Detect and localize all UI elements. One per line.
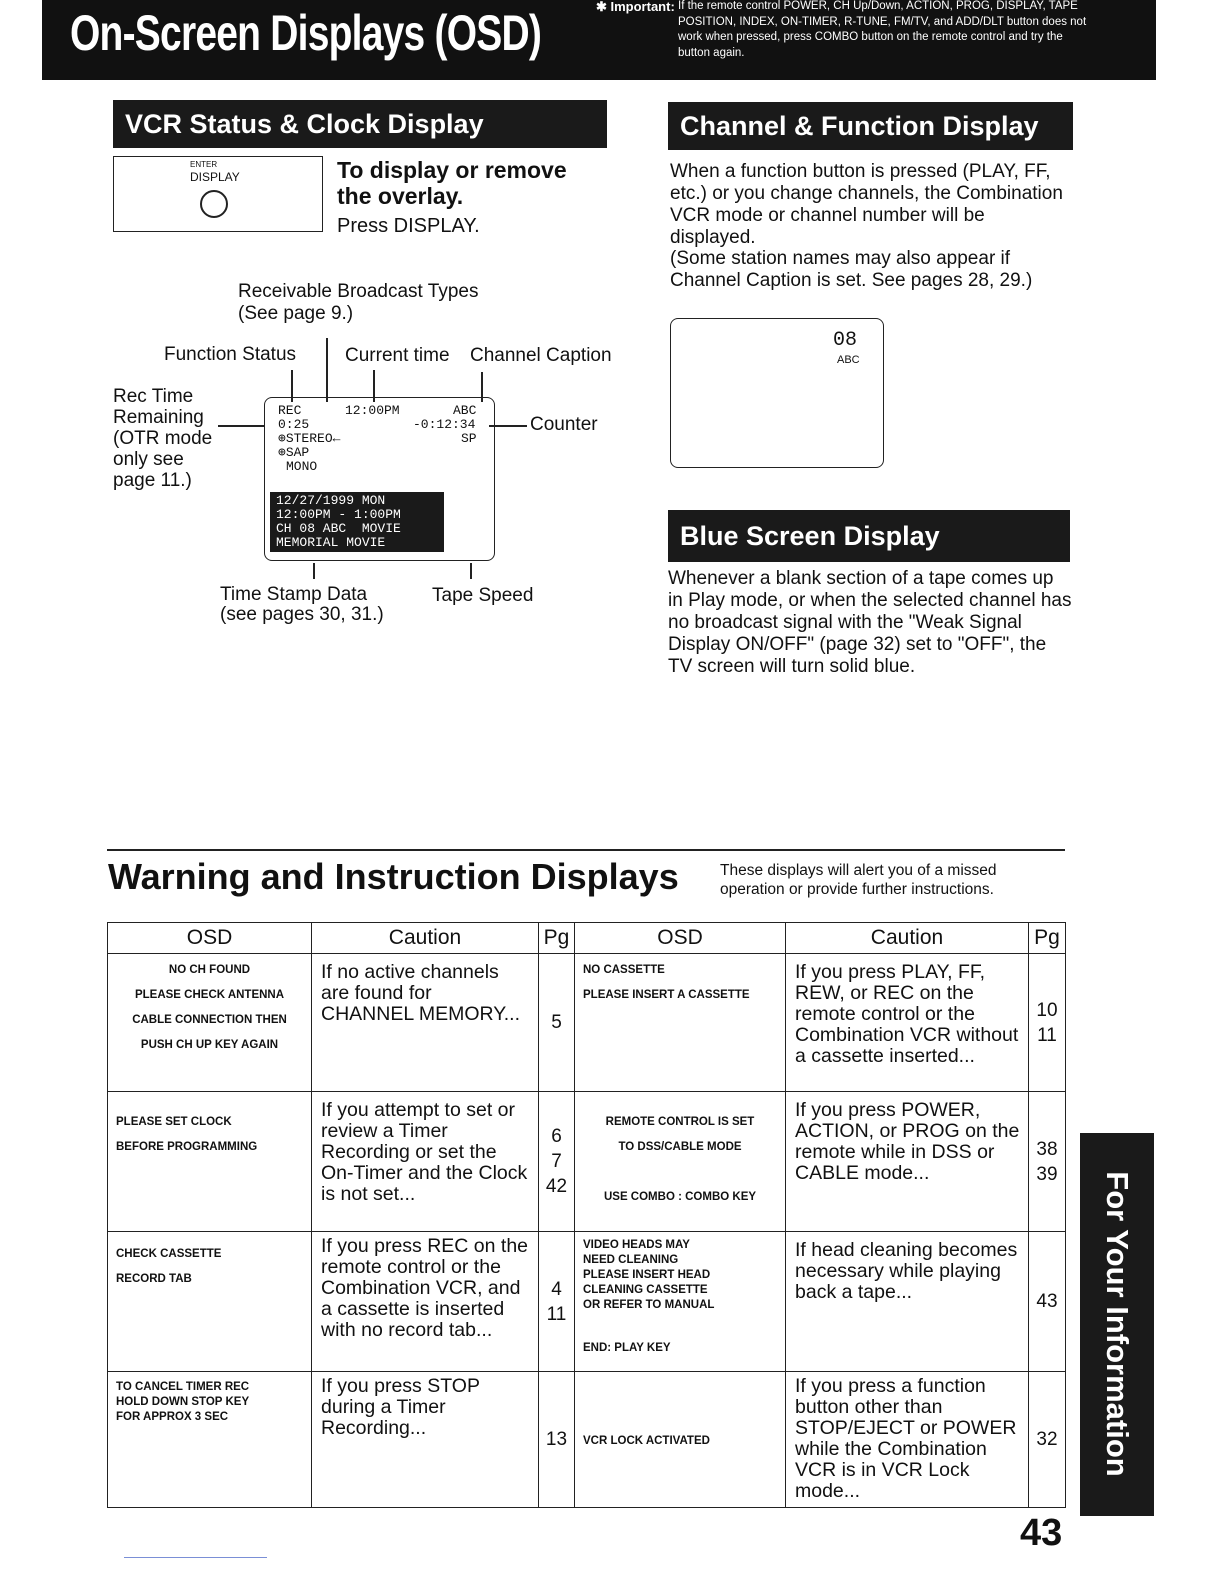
table-row [108,1232,1066,1372]
page-ref: 4 11 [539,1232,575,1372]
screen-sap: ⊕SAP [278,445,310,460]
overlay-instruction-title: To display or remove the overlay. [337,157,567,209]
channel-screen [670,318,884,468]
display-label: DISPLAY [190,170,240,184]
osd-line: REMOTE CONTROL IS SET [605,1116,755,1128]
column-header-caution: Caution [786,923,1029,954]
screen-mono: MONO [286,459,318,474]
osd-line: USE COMBO : COMBO KEY [603,1191,757,1203]
osd-line: NO CH FOUND [168,964,251,976]
side-tab-label: For Your Information [1100,1171,1135,1477]
osd-line: CLEANING CASSETTE [583,1284,708,1296]
osd-line: PUSH CH UP KEY AGAIN [140,1039,279,1051]
column-header-pg: Pg [1029,923,1066,954]
page-ref: 32 [1029,1372,1066,1508]
overlay-instruction-text: Press DISPLAY. [337,215,480,237]
screen-speed: SP [461,431,477,446]
osd-line: CHECK CASSETTE [116,1248,222,1260]
osd-line: PLEASE SET CLOCK [116,1116,232,1128]
blue-screen-heading: Blue Screen Display [668,510,1070,562]
caution-text: If you press REC on the remote control or the Combination VCR, and a cassette is inserted with no record tab... [312,1232,539,1372]
tape-speed-label: Tape Speed [432,585,534,606]
screen-stereo: ⊕STEREO← [278,431,341,446]
caution-text: If no active channels are found for CHANNEL MEMORY... [312,954,539,1092]
screen-rec: REC [278,403,302,418]
current-time-label: Current time [345,345,450,366]
display-button-icon [200,190,228,218]
osd-line: OR REFER TO MANUAL [583,1299,715,1311]
osd-message [575,1232,786,1372]
screen-channel-caption: ABC [837,354,860,366]
warnings-subtitle: These displays will alert you of a missed operation or provide further instructions. [720,862,997,898]
page-number: 43 [1020,1512,1063,1554]
osd-line: RECORD TAB [116,1273,192,1285]
blue-screen-text: Whenever a blank section of a tape comes up in Play mode, or when the selected channel has no broadcast signal with the "Weak Signal Display ON/OFF" (page 32) set to "OFF", the TV screen will turn solid blue. [668,568,1072,677]
screen-time: 12:00PM [345,403,400,418]
osd-line: VIDEO HEADS MAY [583,1239,690,1251]
caution-text: If you press a function button other than STOP/EJECT or POWER while the Combination VCR is in VCR Lock mode... [786,1372,1029,1508]
osd-line: PLEASE INSERT A CASSETTE [583,989,750,1001]
leader-line [313,563,315,579]
screen-counter: -0:12:34 [413,417,476,432]
page-ref: 10 11 [1029,954,1066,1092]
enter-label: ENTER [190,160,218,169]
channel-function-note: (Some station names may also appear if Channel Caption is set. See pages 28, 29.) [670,248,1033,291]
osd-line: HOLD DOWN STOP KEY [116,1396,250,1408]
leader-line [326,338,328,402]
osd-line [583,1160,777,1185]
leader-line [218,425,264,427]
osd-message [575,954,786,1092]
page-ref: 6 7 42 [539,1092,575,1232]
screen-channel-number: 08 [833,329,858,352]
vcr-status-screen [264,397,495,561]
table-row [108,1372,1066,1508]
page-ref: 13 [539,1372,575,1508]
stamp-line: 12:00PM - 1:00PM [276,507,401,522]
osd-line: CABLE CONNECTION THEN [132,1014,287,1026]
broadcast-types-label: Receivable Broadcast Types [238,281,479,302]
vcr-status-heading: VCR Status & Clock Display [113,100,607,148]
section-divider [107,849,1065,851]
leader-line [470,563,472,579]
stamp-line: MEMORIAL MOVIE [276,535,386,550]
screen-caption: ABC [453,403,477,418]
table-header-row [108,923,1066,954]
caution-text: If you attempt to set or review a Timer Recording or set the On-Timer and the Clock is not set... [312,1092,539,1232]
osd-line [583,1313,777,1341]
time-stamp-label: Time Stamp Data [220,584,368,605]
osd-message [575,1092,786,1232]
time-stamp-box [270,492,444,552]
column-header-caution: Caution [312,923,539,954]
broadcast-types-ref: (See page 9.) [238,303,354,324]
osd-message [108,1232,312,1372]
page-title: On-Screen Displays (OSD) [70,5,542,61]
column-header-pg: Pg [539,923,575,954]
column-header-osd: OSD [575,923,786,954]
caution-text: If head cleaning becomes necessary while playing back a tape... [786,1232,1029,1372]
osd-line: NEED CLEANING [583,1254,679,1266]
channel-caption-label: Channel Caption [470,345,612,366]
osd-line: TO DSS/CABLE MODE [618,1141,742,1153]
caution-text: If you press STOP during a Timer Recording... [312,1372,539,1508]
page-ref: 5 [539,954,575,1092]
important-note: If the remote control POWER, CH Up/Down, ACTION, PROG, DISPLAY, TAPE POSITION, INDEX, ON-TIMER, R-TUNE, FM/TV, and ADD/DLT button does not work when pressed, press COMBO button on the remote control and try the button again. [678,0,1087,59]
osd-message [575,1372,786,1508]
page-ref: 38 39 [1029,1092,1066,1232]
footer-rule [124,1557,267,1558]
channel-function-text: When a function button is pressed (PLAY, FF, etc.) or you change channels, the Combination VCR mode or channel number will be displayed. [670,161,1063,248]
important-label: ✱ Important: [596,0,675,14]
osd-message [108,1372,312,1508]
rec-time-label: Rec Time Remaining (OTR mode only see page 11.) [113,386,213,491]
stamp-line: 12/27/1999 MON [276,493,386,508]
osd-line: NO CASSETTE [583,964,665,976]
osd-line: PLEASE CHECK ANTENNA [134,989,285,1001]
osd-line: VCR LOCK ACTIVATED [583,1435,710,1447]
table-row [108,954,1066,1092]
osd-line: END: PLAY KEY [583,1342,671,1354]
stamp-line: CH 08 ABC MOVIE [276,521,401,536]
caution-text: If you press POWER, ACTION, or PROG on the remote while in DSS or CABLE mode... [786,1092,1029,1232]
function-status-label: Function Status [164,344,297,365]
table-row [108,1092,1066,1232]
osd-message [108,1092,312,1232]
column-header-osd: OSD [108,923,312,954]
screen-remaining: 0:25 [278,417,310,432]
time-stamp-ref: (see pages 30, 31.) [220,604,384,625]
osd-line: TO CANCEL TIMER REC [116,1381,250,1393]
osd-message [108,954,312,1092]
warnings-table [107,922,1066,1508]
osd-line: PLEASE INSERT HEAD [583,1269,711,1281]
display-button-box [113,156,323,232]
page-ref: 43 [1029,1232,1066,1372]
osd-line: BEFORE PROGRAMMING [116,1141,258,1153]
caution-text: If you press PLAY, FF, REW, or REC on the remote control or the Combination VCR without a cassette inserted... [786,954,1029,1092]
channel-function-heading: Channel & Function Display [668,102,1073,150]
counter-label: Counter [530,414,598,435]
osd-line: FOR APPROX 3 SEC [116,1411,229,1423]
warnings-heading: Warning and Instruction Displays [108,856,679,897]
